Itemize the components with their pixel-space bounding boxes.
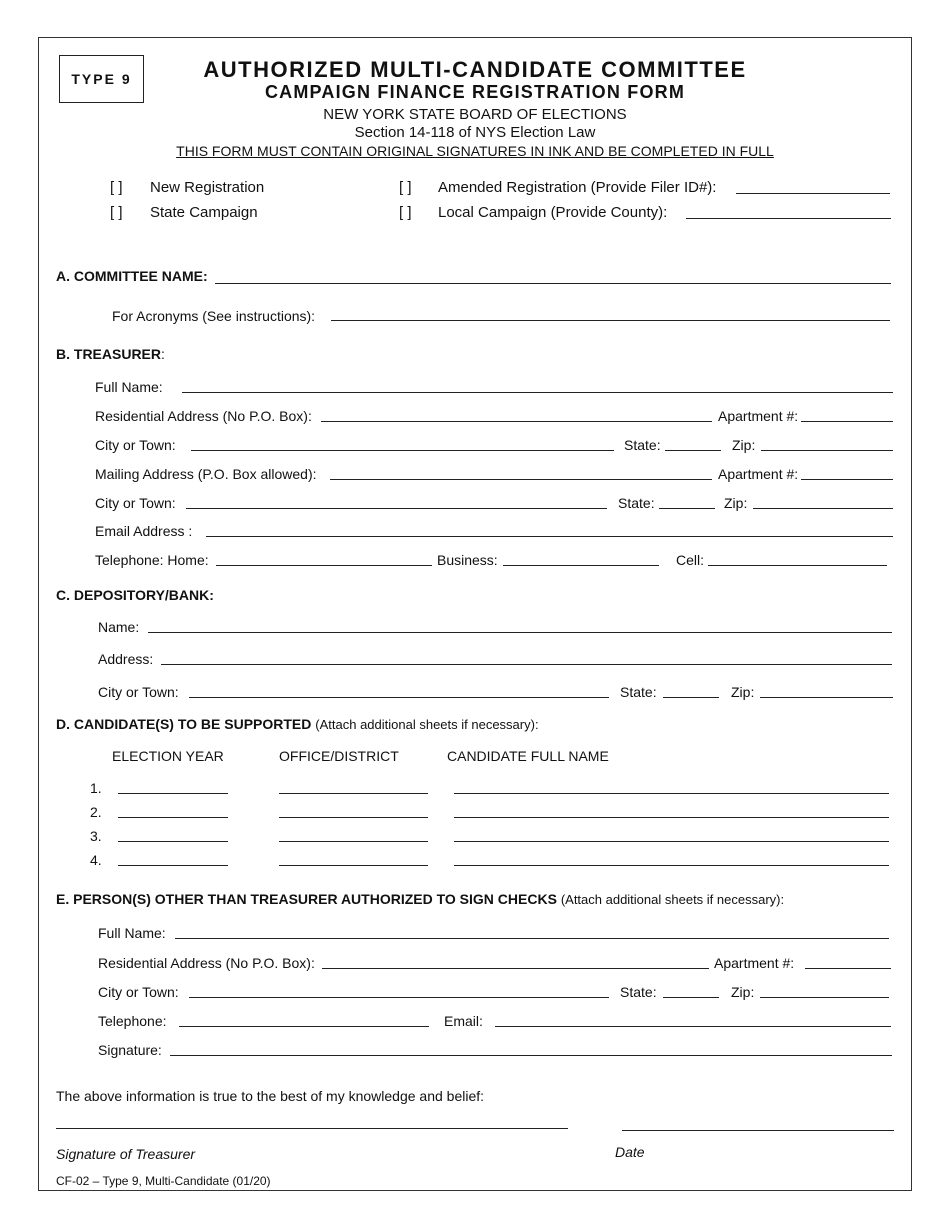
signer-city-label: City or Town: (98, 984, 179, 1000)
check-signers-heading-note: (Attach additional sheets if necessary): (560, 892, 785, 907)
treasurer-heading-text: B. TREASURER (56, 346, 162, 362)
signer-residential-address-field[interactable] (322, 968, 709, 969)
treasurer-home-phone-label: Telephone: Home: (95, 552, 209, 568)
bank-name-label: Name: (98, 619, 140, 635)
amended-registration-checkbox[interactable]: [ ] (399, 179, 412, 196)
candidate-1-office-field[interactable] (279, 793, 428, 794)
depository-heading: C. DEPOSITORY/BANK: (56, 587, 214, 603)
bank-city-label: City or Town: (98, 684, 179, 700)
signer-apartment-field[interactable] (805, 968, 891, 969)
treasurer-state-field[interactable] (665, 450, 721, 451)
candidate-3-office-field[interactable] (279, 841, 428, 842)
signer-telephone-label: Telephone: (98, 1013, 167, 1029)
treasurer-zip-label: Zip: (732, 437, 756, 453)
signer-apartment-label: Apartment #: (714, 955, 795, 971)
candidate-row-number: 1. (90, 780, 102, 796)
treasurer-cell-phone-label: Cell: (676, 552, 705, 568)
candidate-4-name-field[interactable] (454, 865, 889, 866)
candidates-heading-text: D. CANDIDATE(S) TO BE SUPPORTED (56, 716, 312, 732)
type-label: TYPE 9 (71, 71, 132, 87)
treasurer-full-name-label: Full Name: (95, 379, 163, 395)
acronyms-label: For Acronyms (See instructions): (112, 308, 316, 324)
treasurer-mailing-apartment-label: Apartment #: (718, 466, 799, 482)
treasurer-mailing-address-label: Mailing Address (P.O. Box allowed): (95, 466, 317, 482)
candidates-heading (56, 716, 539, 732)
attestation-statement: The above information is true to the best of my knowledge and belief: (56, 1088, 485, 1104)
signature-notice: THIS FORM MUST CONTAIN ORIGINAL SIGNATURES IN INK AND BE COMPLETED IN FULL (176, 143, 774, 159)
bank-zip-label: Zip: (731, 684, 755, 700)
signer-zip-label: Zip: (731, 984, 755, 1000)
signer-telephone-field[interactable] (179, 1026, 429, 1027)
committee-name-field[interactable] (215, 283, 891, 284)
committee-name-heading: A. COMMITTEE NAME: (56, 268, 208, 284)
candidate-row-number: 2. (90, 804, 102, 820)
signer-residential-address-label: Residential Address (No P.O. Box): (98, 955, 315, 971)
state-campaign-checkbox[interactable]: [ ] (110, 204, 123, 221)
check-signers-heading (56, 891, 784, 907)
treasurer-apartment-field[interactable] (801, 421, 893, 422)
type-badge (59, 55, 144, 103)
candidate-4-office-field[interactable] (279, 865, 428, 866)
bank-state-label: State: (620, 684, 657, 700)
treasurer-residential-address-field[interactable] (321, 421, 712, 422)
local-campaign-checkbox[interactable]: [ ] (399, 204, 412, 221)
treasurer-signature-label: Signature of Treasurer (56, 1146, 196, 1162)
check-signers-heading-text: E. PERSON(S) OTHER THAN TREASURER AUTHORIZED TO SIGN CHECKS (56, 891, 557, 907)
treasurer-business-phone-field[interactable] (503, 565, 659, 566)
signer-signature-field[interactable] (170, 1055, 892, 1056)
filer-id-field[interactable] (736, 193, 890, 194)
signer-state-field[interactable] (663, 997, 719, 998)
treasurer-apartment-label: Apartment #: (718, 408, 799, 424)
signer-city-field[interactable] (189, 997, 609, 998)
treasurer-heading-colon: : (161, 346, 165, 362)
column-election-year: ELECTION YEAR (112, 748, 224, 764)
treasurer-mailing-city-label: City or Town: (95, 495, 176, 511)
treasurer-mailing-state-label: State: (618, 495, 655, 511)
column-candidate-name: CANDIDATE FULL NAME (447, 748, 609, 764)
treasurer-mailing-city-field[interactable] (186, 508, 607, 509)
treasurer-mailing-state-field[interactable] (659, 508, 715, 509)
candidate-3-name-field[interactable] (454, 841, 889, 842)
treasurer-city-label: City or Town: (95, 437, 176, 453)
treasurer-state-label: State: (624, 437, 661, 453)
candidate-2-name-field[interactable] (454, 817, 889, 818)
local-campaign-label: Local Campaign (Provide County): (438, 204, 668, 221)
signer-state-label: State: (620, 984, 657, 1000)
signer-signature-label: Signature: (98, 1042, 162, 1058)
treasurer-heading (56, 346, 165, 362)
state-campaign-label: State Campaign (150, 204, 258, 221)
treasurer-mailing-zip-label: Zip: (724, 495, 748, 511)
treasurer-email-field[interactable] (206, 536, 893, 537)
treasurer-city-field[interactable] (191, 450, 614, 451)
bank-name-field[interactable] (148, 632, 892, 633)
acronyms-field[interactable] (331, 320, 890, 321)
signer-full-name-label: Full Name: (98, 925, 166, 941)
signer-full-name-field[interactable] (175, 938, 889, 939)
treasurer-mailing-address-field[interactable] (330, 479, 712, 480)
signer-zip-field[interactable] (760, 997, 889, 998)
candidate-3-year-field[interactable] (118, 841, 228, 842)
form-title: AUTHORIZED MULTI-CANDIDATE COMMITTEE (203, 57, 747, 82)
candidates-heading-note: (Attach additional sheets if necessary): (315, 717, 539, 732)
treasurer-email-label: Email Address : (95, 523, 193, 539)
column-office-district: OFFICE/DISTRICT (279, 748, 399, 764)
treasurer-residential-address-label: Residential Address (No P.O. Box): (95, 408, 312, 424)
bank-state-field[interactable] (663, 697, 719, 698)
date-field[interactable] (622, 1130, 894, 1131)
candidate-row-number: 4. (90, 852, 102, 868)
law-reference: Section 14-118 of NYS Election Law (354, 124, 596, 141)
date-label: Date (615, 1144, 645, 1160)
candidate-1-year-field[interactable] (118, 793, 228, 794)
new-registration-label: New Registration (150, 179, 265, 196)
candidate-row-number: 3. (90, 828, 102, 844)
treasurer-zip-field[interactable] (761, 450, 893, 451)
amended-registration-label: Amended Registration (Provide Filer ID#): (438, 179, 717, 196)
treasurer-full-name-field[interactable] (182, 392, 893, 393)
new-registration-checkbox[interactable]: [ ] (110, 179, 123, 196)
form-id-footer: CF-02 – Type 9, Multi-Candidate (01/20) (56, 1174, 271, 1188)
candidate-1-name-field[interactable] (454, 793, 889, 794)
treasurer-mailing-zip-field[interactable] (753, 508, 893, 509)
treasurer-cell-phone-field[interactable] (708, 565, 887, 566)
treasurer-mailing-apartment-field[interactable] (801, 479, 893, 480)
form-subtitle: CAMPAIGN FINANCE REGISTRATION FORM (264, 82, 686, 102)
candidate-2-year-field[interactable] (118, 817, 228, 818)
signer-email-label: Email: (444, 1013, 483, 1029)
bank-zip-field[interactable] (760, 697, 893, 698)
candidate-2-office-field[interactable] (279, 817, 428, 818)
treasurer-business-phone-label: Business: (437, 552, 498, 568)
treasurer-home-phone-field[interactable] (216, 565, 432, 566)
agency-name: NEW YORK STATE BOARD OF ELECTIONS (323, 106, 627, 123)
signer-email-field[interactable] (495, 1026, 891, 1027)
bank-city-field[interactable] (189, 697, 609, 698)
treasurer-signature-field[interactable] (56, 1128, 568, 1129)
bank-address-label: Address: (98, 651, 154, 667)
candidate-4-year-field[interactable] (118, 865, 228, 866)
county-field[interactable] (686, 218, 891, 219)
bank-address-field[interactable] (161, 664, 892, 665)
